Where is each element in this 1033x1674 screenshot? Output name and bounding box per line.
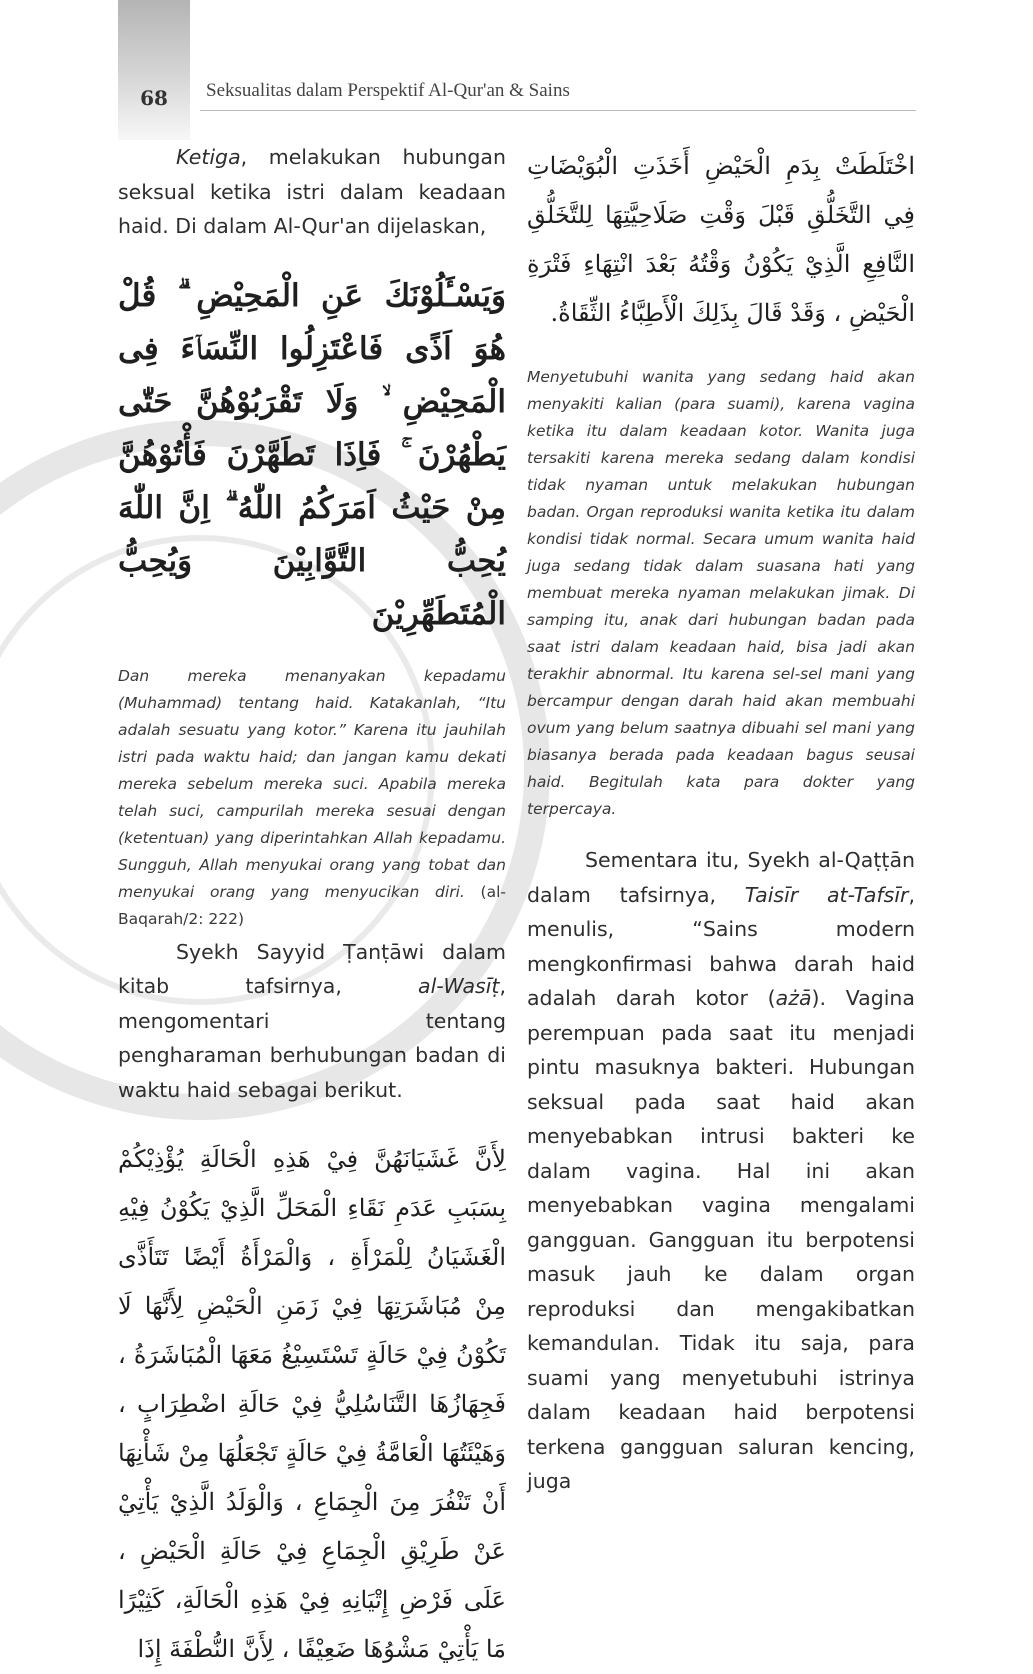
header-divider	[200, 110, 916, 111]
running-title: Seksualitas dalam Perspektif Al-Qur'an & Sains	[206, 80, 570, 101]
left-column	[118, 140, 506, 1674]
tafsir-arabic-continued: اخْتَلَطَتْ بِدَمِ الْحَيْضِ أَخَذَتِ الْبُوَيْضَاتِ فِي التَّخَلُّقِ قَبْلَ وَقْتِ صَلَاحِيَّتِهَا لِلتَّخَلُّقِ النَّافِعِ الَّذِيْ يَكُوْنُ وَقْتُهُ بَعْدَ انْتِهَاءِ فَتْرَةِ الْحَيْضِ ، وَقَدْ قَالَ بِذَلِكَ الْأَطِبَّاءُ الثِّقَاةُ.	[527, 152, 915, 327]
intro-text: , melakukan hubungan seksual ketika istri dalam keadaan haid. Di dalam Al-Qur'an dijelaskan,	[118, 145, 506, 238]
verse-reference: (al-Baqarah/2: 222)	[118, 882, 506, 928]
qattan-term: ażā	[775, 986, 812, 1010]
tantawi-text-2: , mengomentari tentang pengharaman berhubungan badan di waktu haid sebagai berikut.	[118, 974, 506, 1102]
qattan-work-title: Taisīr at-Tafsīr	[744, 882, 909, 907]
page-number-band	[118, 0, 190, 140]
tantawi-work-title: al-Wasīṭ	[418, 974, 500, 998]
intro-term: Ketiga	[176, 145, 241, 169]
qattan-text-1: Sementara itu, Syekh al-Qaṭṭān dalam tafsirnya,	[527, 848, 915, 907]
right-column	[527, 140, 915, 1499]
tantawi-text-1: Syekh Sayyid Ṭanṭāwi dalam kitab tafsirnya,	[118, 939, 506, 998]
verse-translation-text: Dan mereka menanyakan kepadamu (Muhammad) tentang haid. Katakanlah, “Itu adalah sesuatu yang kotor.” Karena itu jauhilah istri pada waktu haid; dan jangan kamu dekati mereka sebelum mereka suci. Apabila mereka telah suci, campurilah mereka sesuai dengan (ketentuan) yang diperintahkan Allah kepadamu. Sungguh, Allah menyukai orang yang tobat dan menyukai orang yang menyucikan diri.	[118, 666, 506, 901]
quran-verse-arabic: وَيَسْـَٔلُوْنَكَ عَنِ الْمَحِيْضِ ۗ قُلْ هُوَ اَذًى فَاعْتَزِلُوا النِّسَاۤءَ فِى الْمَحِيْضِ ۙ وَلَا تَقْرَبُوْهُنَّ حَتّٰى يَطْهُرْنَ ۚ فَاِذَا تَطَهَّرْنَ فَأْتُوْهُنَّ مِنْ حَيْثُ اَمَرَكُمُ اللّٰهُ ۗ اِنَّ اللّٰهَ يُحِبُّ التَّوَّابِيْنَ وَيُحِبُّ الْمُتَطَهِّرِيْنَ	[118, 277, 506, 632]
tantawi-paragraph	[118, 935, 506, 1108]
tafsir-arabic: لِأَنَّ غَشَيَانَهُنَّ فِيْ هَذِهِ الْحَالَةِ يُؤْذِيْكُمْ بِسَبَبِ عَدَمِ نَقَاءِ الْمَحَلِّ الَّذِيْ يَكُوْنُ فِيْهِ الْغَشَيَانُ لِلْمَرْأَةِ ، وَالْمَرْأَةُ أَيْضًا تَتَأَذَّى مِنْ مُبَاشَرَتِهَا فِيْ زَمَنِ الْحَيْضِ لِأَنَّهَا لَا تَكُوْنُ فِيْ حَالَةٍ تَسْتَسِيْغُ مَعَهَا الْمُبَاشَرَةُ ، فَجِهَازُهَا التَّنَاسُلِيُّ فِيْ حَالَةِ اضْطِرَابٍ ، وَهَيْئَتُهَا الْعَامَّةُ فِيْ حَالَةٍ تَجْعَلُهَا مِنْ شَأْنِهَا أَنْ تَنْفُرَ مِنَ الْجِمَاعِ ، وَالْوَلَدُ الَّذِيْ يَأْتِيْ عَنْ طَرِيْقِ الْجِمَاعِ فِيْ حَالَةِ الْحَيْضِ ، عَلَى فَرْضِ إِتْيَانِهِ فِيْ هَذِهِ الْحَالَةِ، كَثِيْرًا مَا يَأْتِيْ مَشْوُهَا ضَعِيْفًا ، لِأَنَّ النُّطْفَةَ إِذَا	[118, 1145, 506, 1663]
qattan-paragraph	[527, 843, 915, 1499]
page-number: 68	[140, 86, 168, 110]
qattan-text-3: ). Vagina perempuan pada saat itu menjadi pintu masuknya bakteri. Hubungan seksual pada saat haid akan menyebabkan intrusi bakteri ke dalam vagina. Hal ini akan menyebabkan vagina mengalami gangguan. Gangguan itu berpotensi masuk jauh ke dalam organ reproduksi dan mengakibatkan kemandulan. Tidak itu saja, para suami yang menyetubuhi istrinya dalam keadaan haid berpotensi terkena gangguan saluran kencing, juga	[527, 986, 915, 1493]
verse-translation	[118, 663, 506, 933]
qattan-text-2: , menulis, “Sains modern mengkonfirmasi bahwa darah haid adalah darah kotor (	[527, 882, 915, 1010]
intro-paragraph	[118, 140, 506, 244]
tafsir-translation: Menyetubuhi wanita yang sedang haid akan menyakiti kalian (para suami), karena vagina ketika itu dalam keadaan kotor. Wanita juga tersakiti karena mereka sedang dalam kondisi tidak nyaman untuk melakukan hubungan badan. Organ reproduksi wanita ketika itu dalam kondisi tidak normal. Secara umum wanita haid juga sedang tidak dalam suasana hati yang membuat mereka nyaman melakukan jimak. Di samping itu, anak dari hubungan badan pada saat istri dalam keadaan haid, bisa jadi akan terakhir abnormal. Itu karena sel-sel mani yang bercampur dengan darah haid akan membuahi ovum yang belum saatnya dibuahi sel mani yang biasanya berada pada keadaan bagus seusai haid. Begitulah kata para dokter yang terpercaya.	[527, 368, 915, 818]
